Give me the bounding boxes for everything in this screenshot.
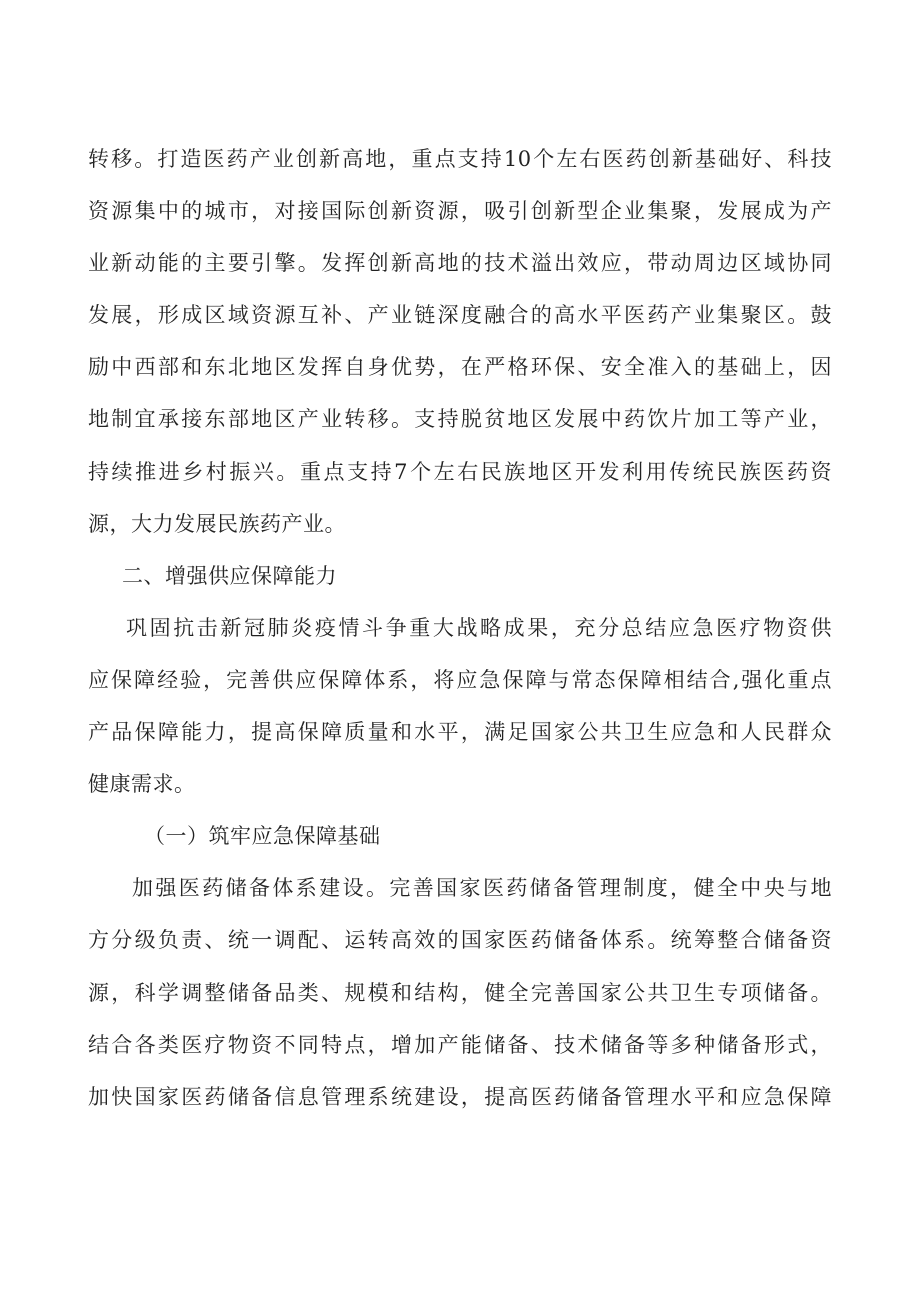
text-line: 结合各类医疗物资不同特点，增加产能储备、技术储备等多种储备形式，: [88, 1033, 832, 1057]
text-line: 加强医药储备体系建设。完善国家医药储备管理制度，健全中央与地: [132, 876, 832, 900]
text-line: 源，大力发展民族药产业。: [88, 512, 346, 536]
text-line: 应保障经验，完善供应保障体系，将应急保障与常态保障相结合,强化重点: [88, 668, 832, 692]
text-line: 资源集中的城市，对接国际创新资源，吸引创新型企业集聚，发展成为产: [88, 199, 832, 223]
text-line: 产品保障能力，提高保障质量和水平，满足国家公共卫生应急和人民群众: [88, 720, 832, 744]
text-line: 方分级负责、统一调配、运转高效的国家医药储备体系。统筹整合储备资: [88, 928, 832, 952]
text-line: 巩固抗击新冠肺炎疫情斗争重大战略成果，充分总结应急医疗物资供: [126, 616, 832, 640]
section-heading: 二、增强供应保障能力: [122, 564, 337, 588]
text-line: 持续推进乡村振兴。重点支持7个左右民族地区开发利用传统民族医药资: [88, 460, 832, 484]
text-line: 发展，形成区域资源互补、产业链深度融合的高水平医药产业集聚区。鼓: [88, 303, 832, 327]
subsection-heading: （一）筑牢应急保障基础: [144, 824, 381, 848]
text-line: 转移。打造医药产业创新高地，重点支持10个左右医药创新基础好、科技: [88, 147, 832, 171]
text-line: 加快国家医药储备信息管理系统建设，提高医药储备管理水平和应急保障: [88, 1085, 832, 1109]
text-line: 励中西部和东北地区发挥自身优势，在严格环保、安全准入的基础上，因: [88, 355, 832, 379]
text-line: 业新动能的主要引擎。发挥创新高地的技术溢出效应，带动周边区域协同: [88, 251, 832, 275]
text-line: 健康需求。: [88, 772, 196, 796]
text-line: 源，科学调整储备品类、规模和结构，健全完善国家公共卫生专项储备。: [88, 981, 832, 1005]
text-line: 地制宜承接东部地区产业转移。支持脱贫地区发展中药饮片加工等产业，: [88, 407, 832, 431]
